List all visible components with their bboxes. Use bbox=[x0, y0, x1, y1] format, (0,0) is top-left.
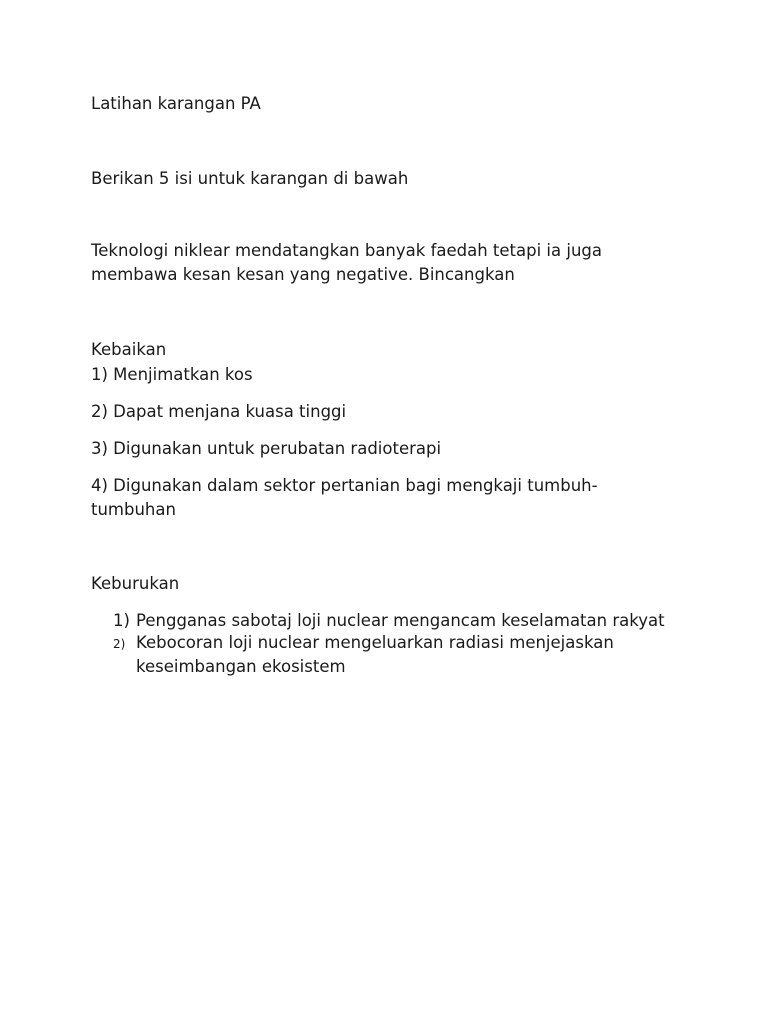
list-item bbox=[113, 631, 673, 679]
list-number: 1) bbox=[113, 611, 130, 630]
keburukan-list bbox=[113, 609, 673, 679]
document-title: Latihan karangan PA bbox=[91, 94, 261, 113]
kebaikan-item: 4) Digunakan dalam sektor pertanian bagi mengkaji tumbuh-tumbuhan bbox=[91, 476, 598, 519]
kebaikan-item: 3) Digunakan untuk perubatan radioterapi bbox=[91, 439, 442, 458]
essay-question: Teknologi niklear mendatangkan banyak faedah tetapi ia juga membawa kesan kesan yang negative. Bincangkan bbox=[91, 241, 602, 284]
list-text: Pengganas sabotaj loji nuclear mengancam keselamatan rakyat bbox=[136, 611, 665, 630]
list-text: Kebocoran loji nuclear mengeluarkan radiasi menjejaskan keseimbangan ekosistem bbox=[136, 633, 614, 676]
kebaikan-item: 2) Dapat menjana kuasa tinggi bbox=[91, 402, 347, 421]
list-number: 2) bbox=[113, 637, 126, 651]
instruction-text: Berikan 5 isi untuk karangan di bawah bbox=[91, 169, 409, 188]
kebaikan-item: 1) Menjimatkan kos bbox=[91, 365, 253, 384]
kebaikan-heading: Kebaikan bbox=[91, 340, 167, 359]
keburukan-heading: Keburukan bbox=[91, 574, 180, 593]
list-item bbox=[113, 609, 673, 633]
